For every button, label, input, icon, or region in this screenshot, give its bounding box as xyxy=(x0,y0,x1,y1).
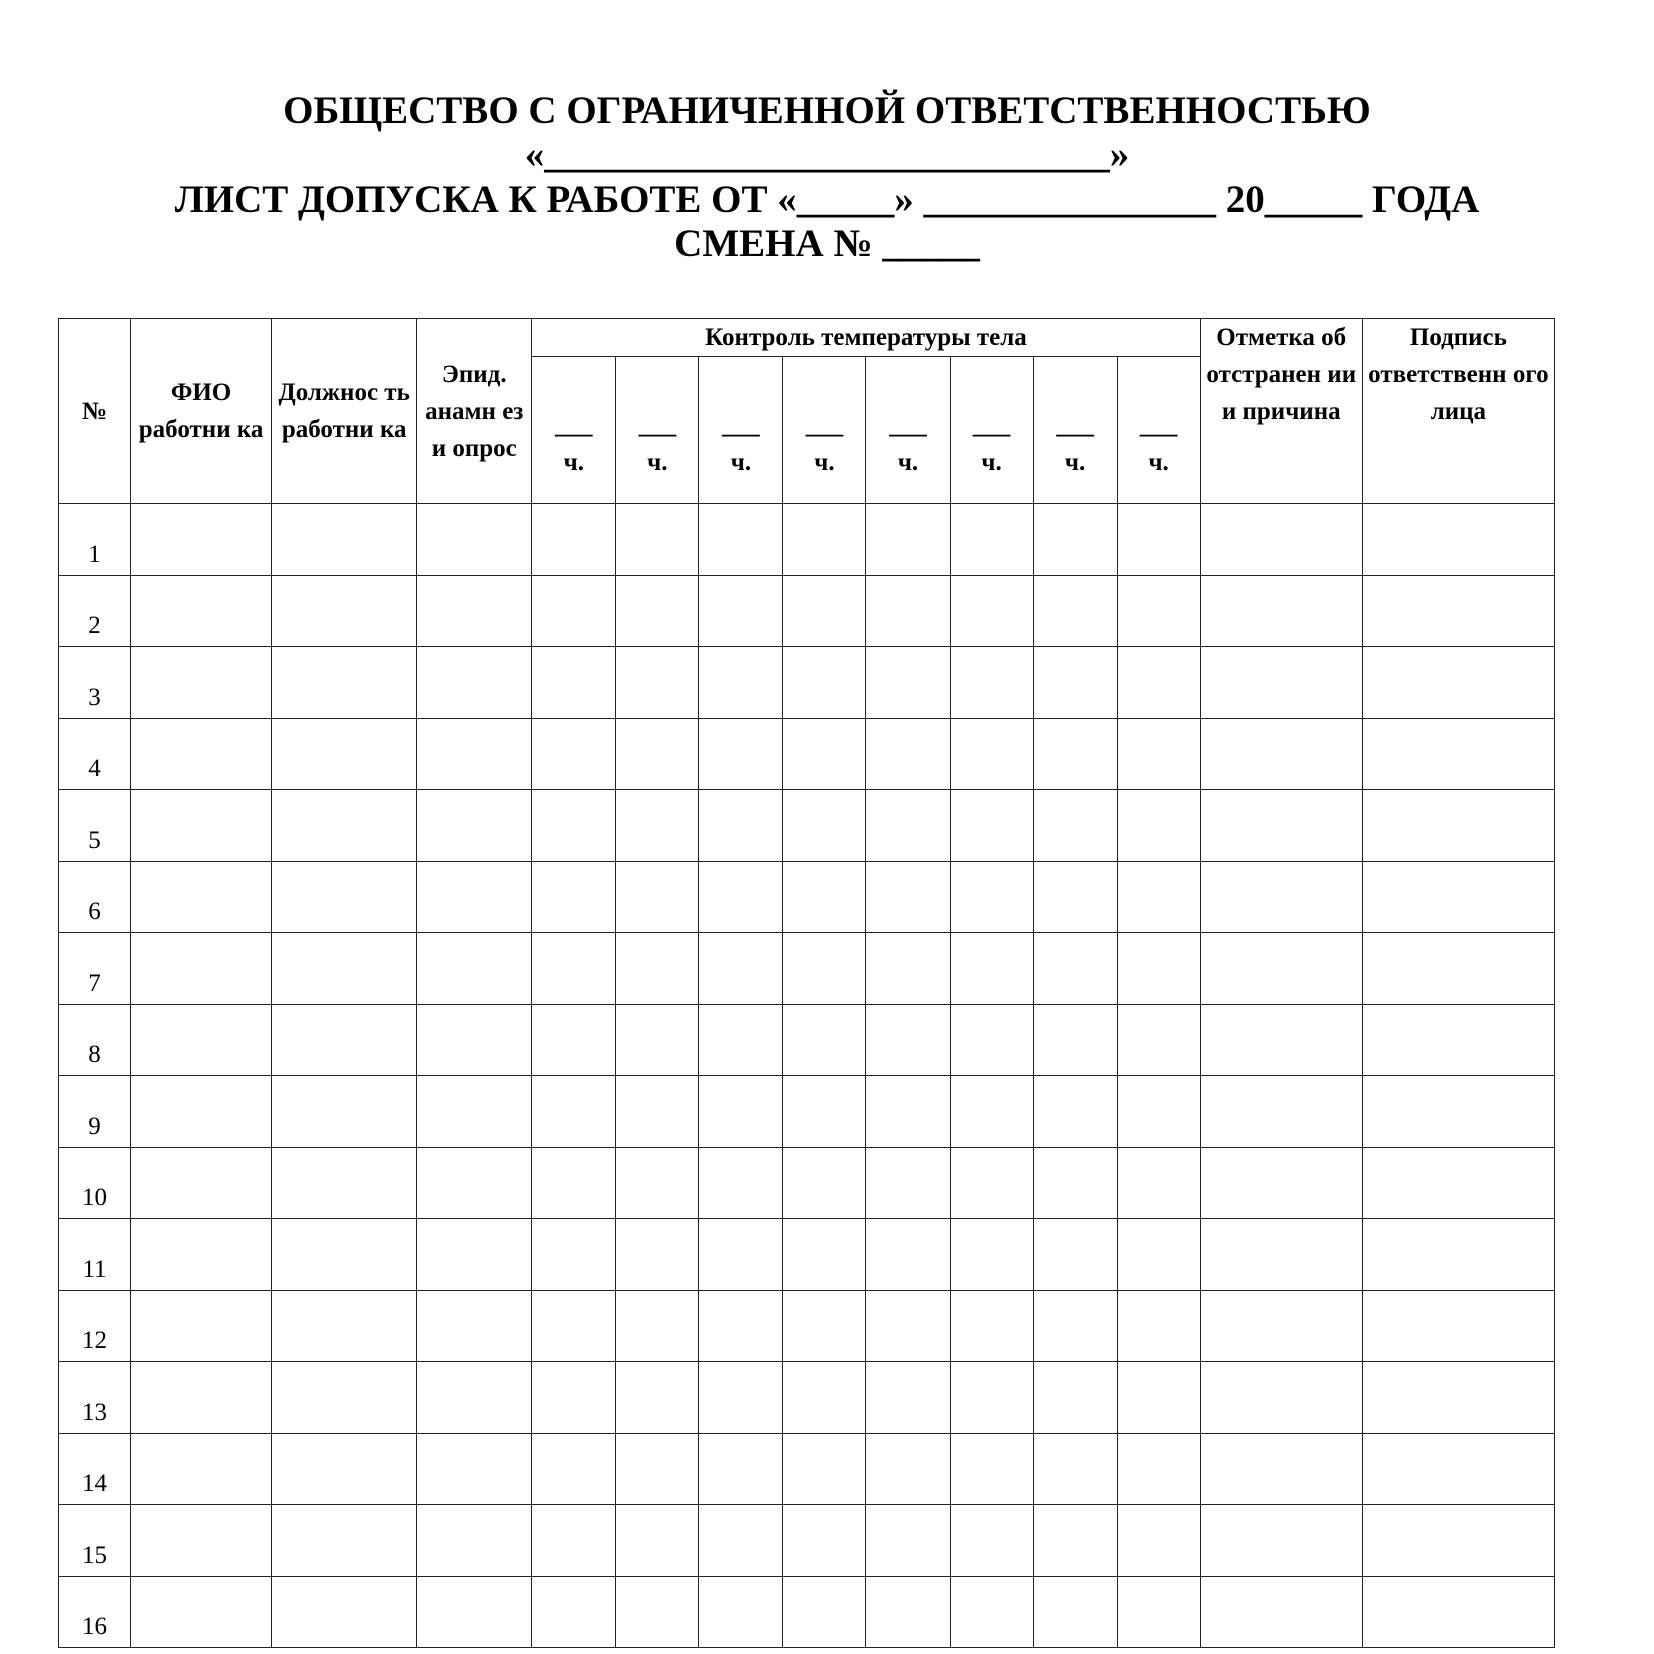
temperature-slot-header xyxy=(1117,357,1200,504)
column-header-epid-label: Эпид. анамн ез и опрос xyxy=(425,360,524,462)
table-cell xyxy=(699,1576,783,1648)
table-row xyxy=(59,575,1555,647)
organization-name-blank: «_____________________________» xyxy=(524,133,1130,176)
table-cell xyxy=(417,1576,532,1648)
table-cell xyxy=(272,647,417,719)
sheet-title: ЛИСТ ДОПУСКА К РАБОТЕ ОТ «_____» _______________ 20_____ ГОДА xyxy=(174,178,1480,221)
table-cell xyxy=(616,1290,699,1362)
table-cell xyxy=(131,1576,272,1648)
table-cell xyxy=(532,1219,616,1291)
table-cell xyxy=(131,1147,272,1219)
table-cell xyxy=(532,1576,616,1648)
table-cell xyxy=(1200,861,1362,933)
table-cell xyxy=(1033,1505,1117,1577)
column-header-signature-label: Подпись ответственн ого лица xyxy=(1368,324,1549,425)
table-cell xyxy=(131,1505,272,1577)
table-cell xyxy=(616,1076,699,1148)
table-cell xyxy=(699,1219,783,1291)
table-cell xyxy=(417,933,532,1005)
column-header-removal xyxy=(1200,319,1362,504)
table-cell xyxy=(131,1004,272,1076)
table-cell xyxy=(866,1076,950,1148)
table-cell xyxy=(1117,1219,1200,1291)
table-cell xyxy=(1117,861,1200,933)
table-cell xyxy=(532,933,616,1005)
column-header-fio xyxy=(131,319,272,504)
table-cell xyxy=(131,1433,272,1505)
temperature-hour-unit: ч. xyxy=(563,449,584,476)
table-cell xyxy=(417,1219,532,1291)
table-cell xyxy=(1033,1290,1117,1362)
table-cell xyxy=(1117,504,1200,576)
table-cell xyxy=(783,647,866,719)
table-cell xyxy=(417,575,532,647)
row-number: 5 xyxy=(59,790,131,862)
temperature-hour-blank: ___ xyxy=(555,412,593,439)
table-cell xyxy=(417,1433,532,1505)
table-cell xyxy=(1200,1004,1362,1076)
table-cell xyxy=(950,1004,1033,1076)
table-cell xyxy=(131,718,272,790)
table-cell xyxy=(1033,1576,1117,1648)
table-cell xyxy=(1362,861,1554,933)
table-cell xyxy=(272,1290,417,1362)
table-cell xyxy=(950,575,1033,647)
table-cell xyxy=(272,1004,417,1076)
table-cell xyxy=(1200,1076,1362,1148)
table-cell xyxy=(532,1004,616,1076)
table-row xyxy=(59,861,1555,933)
table-cell xyxy=(272,504,417,576)
table-cell xyxy=(783,1004,866,1076)
table-cell xyxy=(866,1290,950,1362)
table-cell xyxy=(1033,504,1117,576)
table-cell xyxy=(699,861,783,933)
table-cell xyxy=(699,504,783,576)
table-cell xyxy=(950,1576,1033,1648)
temperature-hour-blank: ___ xyxy=(638,412,677,439)
table-cell xyxy=(1200,1505,1362,1577)
table-cell xyxy=(616,647,699,719)
table-cell xyxy=(1362,718,1554,790)
table-row xyxy=(59,1576,1555,1648)
temperature-slot-header xyxy=(616,357,699,504)
table-cell xyxy=(272,1076,417,1148)
table-cell xyxy=(532,1433,616,1505)
table-cell xyxy=(783,504,866,576)
row-number: 14 xyxy=(59,1433,131,1505)
table-cell xyxy=(950,1290,1033,1362)
table-cell xyxy=(616,790,699,862)
table-cell xyxy=(417,1147,532,1219)
table-cell xyxy=(131,575,272,647)
table-cell xyxy=(616,1147,699,1219)
table-cell xyxy=(950,790,1033,862)
table-cell xyxy=(950,1219,1033,1291)
row-number: 6 xyxy=(59,861,131,933)
table-cell xyxy=(699,647,783,719)
table-cell xyxy=(616,504,699,576)
row-number: 15 xyxy=(59,1505,131,1577)
temperature-hour-unit: ч. xyxy=(1148,449,1169,476)
row-number: 12 xyxy=(59,1290,131,1362)
table-cell xyxy=(866,790,950,862)
table-cell xyxy=(866,1576,950,1648)
table-row xyxy=(59,933,1555,1005)
table-cell xyxy=(417,861,532,933)
table-cell xyxy=(1200,575,1362,647)
temperature-hour-unit: ч. xyxy=(814,449,835,476)
table-cell xyxy=(699,1362,783,1434)
table-cell xyxy=(616,1219,699,1291)
table-cell xyxy=(783,1576,866,1648)
table-cell xyxy=(1117,1505,1200,1577)
table-cell xyxy=(1033,933,1117,1005)
table-cell xyxy=(532,861,616,933)
temperature-hour-blank: ___ xyxy=(805,412,844,439)
column-header-number xyxy=(59,319,131,504)
table-cell xyxy=(532,1076,616,1148)
table-cell xyxy=(1200,1433,1362,1505)
table-cell xyxy=(1117,1076,1200,1148)
table-cell xyxy=(866,1147,950,1219)
table-row xyxy=(59,790,1555,862)
table-cell xyxy=(699,933,783,1005)
table-cell xyxy=(1117,1362,1200,1434)
table-cell xyxy=(699,575,783,647)
table-cell xyxy=(950,647,1033,719)
table-cell xyxy=(783,861,866,933)
temperature-hour-unit: ч. xyxy=(730,449,752,476)
table-cell xyxy=(616,933,699,1005)
table-row xyxy=(59,1147,1555,1219)
temperature-hour-unit: ч. xyxy=(647,449,668,476)
table-body xyxy=(59,504,1555,1648)
table-cell xyxy=(1033,861,1117,933)
table-cell xyxy=(131,933,272,1005)
table-row xyxy=(59,1290,1555,1362)
temperature-hour-blank: ___ xyxy=(722,412,760,439)
table-cell xyxy=(532,647,616,719)
table-cell xyxy=(1117,1433,1200,1505)
row-number: 2 xyxy=(59,575,131,647)
column-header-number-label: № xyxy=(81,397,108,425)
table-cell xyxy=(1117,1004,1200,1076)
table-row xyxy=(59,1433,1555,1505)
table-cell xyxy=(866,504,950,576)
table-cell xyxy=(1200,1219,1362,1291)
row-number: 3 xyxy=(59,647,131,719)
table-cell xyxy=(1200,1290,1362,1362)
table-row xyxy=(59,1505,1555,1577)
table-cell xyxy=(950,1433,1033,1505)
table-cell xyxy=(1200,1362,1362,1434)
table-cell xyxy=(950,504,1033,576)
table-row xyxy=(59,647,1555,719)
table-cell xyxy=(866,575,950,647)
table-cell xyxy=(1033,575,1117,647)
table-cell xyxy=(1033,1433,1117,1505)
table-cell xyxy=(272,575,417,647)
table-cell xyxy=(272,1576,417,1648)
table-row xyxy=(59,718,1555,790)
table-cell xyxy=(1362,1219,1554,1291)
table-cell xyxy=(616,1362,699,1434)
table-cell xyxy=(1362,1433,1554,1505)
table-cell xyxy=(1362,504,1554,576)
temperature-hour-unit: ч. xyxy=(897,449,919,476)
row-number: 16 xyxy=(59,1576,131,1648)
table-cell xyxy=(417,1362,532,1434)
table-row xyxy=(59,504,1555,576)
table-cell xyxy=(1362,790,1554,862)
table-cell xyxy=(866,861,950,933)
table-cell xyxy=(866,933,950,1005)
table-cell xyxy=(950,1076,1033,1148)
admission-sheet-table xyxy=(58,318,1555,1648)
table-cell xyxy=(532,1290,616,1362)
table-cell xyxy=(131,504,272,576)
table-cell xyxy=(699,1147,783,1219)
table-cell xyxy=(131,1362,272,1434)
row-number: 1 xyxy=(59,504,131,576)
table-cell xyxy=(532,504,616,576)
row-number: 9 xyxy=(59,1076,131,1148)
table-cell xyxy=(866,647,950,719)
table-cell xyxy=(1033,790,1117,862)
table-cell xyxy=(272,1362,417,1434)
table-cell xyxy=(272,933,417,1005)
column-header-fio-label: ФИО работни ка xyxy=(138,379,264,443)
table-cell xyxy=(616,1576,699,1648)
table-cell xyxy=(272,790,417,862)
table-cell xyxy=(699,1004,783,1076)
temperature-hour-blank: ___ xyxy=(1139,412,1178,439)
table-cell xyxy=(616,861,699,933)
table-cell xyxy=(783,1147,866,1219)
table-cell xyxy=(1362,647,1554,719)
temperature-slot-header xyxy=(532,357,616,504)
table-cell xyxy=(272,718,417,790)
table-cell xyxy=(1362,1004,1554,1076)
table-cell xyxy=(131,1076,272,1148)
table-cell xyxy=(950,1505,1033,1577)
table-cell xyxy=(1362,1076,1554,1148)
table-cell xyxy=(532,1362,616,1434)
row-number: 4 xyxy=(59,718,131,790)
table-cell xyxy=(866,1219,950,1291)
table-cell xyxy=(1117,647,1200,719)
table-cell xyxy=(1362,1576,1554,1648)
table-cell xyxy=(1200,647,1362,719)
table-cell xyxy=(783,1076,866,1148)
column-header-signature xyxy=(1362,319,1554,504)
table-cell xyxy=(272,1505,417,1577)
table-cell xyxy=(866,1505,950,1577)
table-row xyxy=(59,1076,1555,1148)
table-cell xyxy=(699,1433,783,1505)
table-cell xyxy=(1033,1362,1117,1434)
table-cell xyxy=(417,790,532,862)
column-header-temperature-group xyxy=(532,319,1200,357)
table-cell xyxy=(1033,647,1117,719)
row-number: 8 xyxy=(59,1004,131,1076)
column-header-removal-label: Отметка об отстранен ии и причина xyxy=(1206,324,1357,425)
table-cell xyxy=(1117,1147,1200,1219)
table-cell xyxy=(417,1290,532,1362)
table-cell xyxy=(950,718,1033,790)
table-cell xyxy=(699,1076,783,1148)
table-cell xyxy=(950,861,1033,933)
row-number: 7 xyxy=(59,933,131,1005)
table-cell xyxy=(532,718,616,790)
table-cell xyxy=(783,718,866,790)
table-cell xyxy=(1200,1147,1362,1219)
table-cell xyxy=(699,1505,783,1577)
table-cell xyxy=(532,1505,616,1577)
organization-title: ОБЩЕСТВО С ОГРАНИЧЕННОЙ ОТВЕТСТВЕННОСТЬЮ xyxy=(283,89,1371,132)
table-cell xyxy=(417,647,532,719)
table-cell xyxy=(1117,575,1200,647)
temperature-slot-header xyxy=(699,357,783,504)
column-header-position-label: Должнос ть работни ка xyxy=(278,379,410,443)
table-cell xyxy=(1117,1290,1200,1362)
temperature-slot-header xyxy=(1033,357,1117,504)
table-cell xyxy=(1117,790,1200,862)
table-cell xyxy=(1362,1147,1554,1219)
table-cell xyxy=(131,790,272,862)
table-cell xyxy=(1033,1076,1117,1148)
table-cell xyxy=(866,1362,950,1434)
table-cell xyxy=(1033,1004,1117,1076)
table-cell xyxy=(699,1290,783,1362)
table-cell xyxy=(417,1076,532,1148)
table-cell xyxy=(1200,790,1362,862)
table-row xyxy=(59,1004,1555,1076)
table-cell xyxy=(783,1290,866,1362)
temperature-slot-header xyxy=(950,357,1033,504)
table-cell xyxy=(616,1433,699,1505)
table-cell xyxy=(1200,1576,1362,1648)
table-cell xyxy=(1200,504,1362,576)
table-cell xyxy=(131,1290,272,1362)
table-cell xyxy=(783,790,866,862)
table-cell xyxy=(272,861,417,933)
table-cell xyxy=(417,718,532,790)
table-cell xyxy=(1117,718,1200,790)
temperature-slot-header xyxy=(866,357,950,504)
table-row xyxy=(59,1219,1555,1291)
table-cell xyxy=(616,1505,699,1577)
column-header-epid xyxy=(417,319,532,504)
temperature-hour-blank: ___ xyxy=(972,412,1011,439)
table-cell xyxy=(1362,1505,1554,1577)
table-cell xyxy=(783,575,866,647)
table-cell xyxy=(699,718,783,790)
table-cell xyxy=(417,504,532,576)
row-number: 11 xyxy=(59,1219,131,1291)
table-cell xyxy=(1117,933,1200,1005)
table-cell xyxy=(783,1433,866,1505)
table-cell xyxy=(272,1219,417,1291)
table-cell xyxy=(783,1362,866,1434)
table-cell xyxy=(1362,933,1554,1005)
table-cell xyxy=(131,861,272,933)
table-cell xyxy=(272,1433,417,1505)
column-header-temperature-label: Контроль температуры тела xyxy=(705,324,1027,351)
row-number: 10 xyxy=(59,1147,131,1219)
table-cell xyxy=(866,1004,950,1076)
table-cell xyxy=(783,1505,866,1577)
table-cell xyxy=(616,718,699,790)
table-cell xyxy=(1200,933,1362,1005)
table-cell xyxy=(950,1362,1033,1434)
table-cell xyxy=(532,575,616,647)
table-cell xyxy=(616,1004,699,1076)
table-cell xyxy=(1362,1290,1554,1362)
temperature-hour-unit: ч. xyxy=(1064,449,1086,476)
table-cell xyxy=(1033,1147,1117,1219)
table-cell xyxy=(131,1219,272,1291)
temperature-hour-blank: ___ xyxy=(889,412,927,439)
table-cell xyxy=(1033,1219,1117,1291)
table-cell xyxy=(783,933,866,1005)
table-cell xyxy=(866,718,950,790)
temperature-hour-unit: ч. xyxy=(981,449,1002,476)
table-cell xyxy=(417,1505,532,1577)
temperature-slot-header xyxy=(783,357,866,504)
table-cell xyxy=(1362,1362,1554,1434)
table-cell xyxy=(699,790,783,862)
table-cell xyxy=(950,933,1033,1005)
table-cell xyxy=(532,1147,616,1219)
table-cell xyxy=(616,575,699,647)
table-cell xyxy=(1362,575,1554,647)
table-cell xyxy=(1117,1576,1200,1648)
table-cell xyxy=(783,1219,866,1291)
table-cell xyxy=(866,1433,950,1505)
table-cell xyxy=(532,790,616,862)
table-cell xyxy=(272,1147,417,1219)
row-number: 13 xyxy=(59,1362,131,1434)
table-cell xyxy=(417,1004,532,1076)
table-cell xyxy=(1200,718,1362,790)
temperature-hour-blank: ___ xyxy=(1056,412,1094,439)
table-row xyxy=(59,1362,1555,1434)
table-cell xyxy=(131,647,272,719)
table-cell xyxy=(950,1147,1033,1219)
column-header-position xyxy=(272,319,417,504)
shift-number: СМЕНА № _____ xyxy=(674,222,980,265)
table-cell xyxy=(1033,718,1117,790)
